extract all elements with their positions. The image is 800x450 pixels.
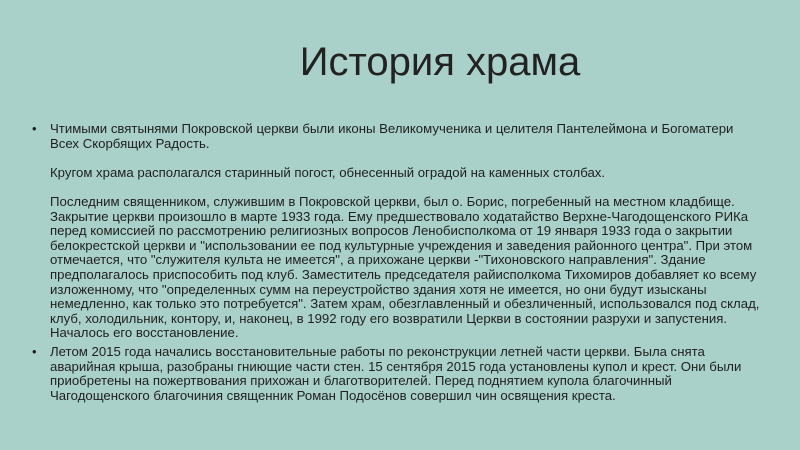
bullet-item <box>32 345 760 403</box>
paragraph: Последним священником, служившим в Покровской церкви, был о. Борис, погребенный на местном кладбище. <box>50 193 735 209</box>
bullet-dot: • <box>32 343 37 359</box>
paragraph: Закрытие церкви произошло в марте 1933 года. Ему предшествовало ходатайство Верхне-Чагодощенского РИКа перед комиссией по рассмотрению религиозных вопросов Ленобисполкома от 19 января 1933 года о закрытии белокрестской церкви и "использовании ее под культурные учреждения и заведения районного центра". При этом отмечается, что "служителя культа не имеется", а прихожане церкви -"Тихоновского направления". Здание предполагалось приспособить под клуб. Заместитель председателя райисполкома Тихомиров добавляет ко всему изложенному, что "определенных сумм на переустройство здания хотя не имеется, но они будут изысканы немедленно, как только это потребуется". Затем храм, обезглавленный и обезличенный, использовался под склад, клуб, холодильник, контору, и, наконец, в 1992 году его возвратили Церкви в состоянии разрухи и запустения. <box>50 208 760 326</box>
paragraph: Чтимыми святынями Покровской церкви были иконы Великомученика и целителя Пантелеймона и Богоматери Всех Скорбящих Радость. <box>50 121 734 151</box>
slide-content <box>32 122 760 403</box>
slide-title: История храма <box>299 40 581 84</box>
bullet-item <box>32 122 760 341</box>
paragraph: Летом 2015 года начались восстановительные работы по реконструкции летней части церкви. Была снята аварийная крыша, разобраны гниющие части стен. 15 сентября 2015 года установлены купол и крест. Они были приобретены на пожертвования прихожан и благотворителей. Перед поднятием купола благочинный Чагодощенского благочиния священник Роман Подосёнов совершил чин освящения креста. <box>50 343 742 403</box>
paragraph: Началось его восстановление. <box>50 325 239 341</box>
paragraph: Кругом храма располагался старинный погост, обнесенный оградой на каменных столбах. <box>50 164 606 180</box>
bullet-dot: • <box>32 121 37 136</box>
paragraph-gap <box>50 180 760 195</box>
paragraph-gap <box>50 151 760 166</box>
